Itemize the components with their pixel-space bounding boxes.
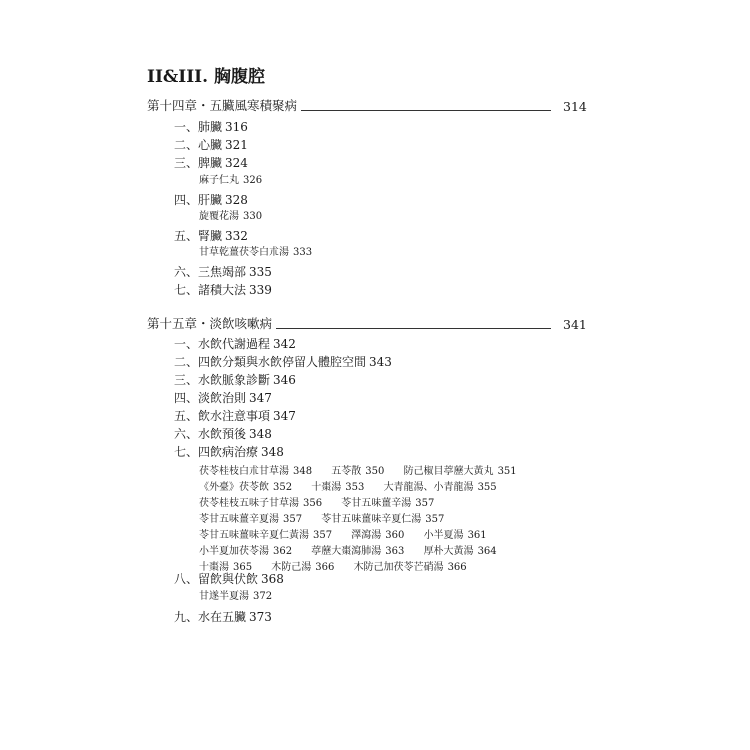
remedy-name: 澤瀉湯 [351,530,382,541]
remedy-name: 苓甘五味薑味辛夏仁黃湯 [199,530,309,541]
remedy-page-number: 326 [243,175,263,186]
section-entry[interactable] [174,136,248,154]
remedy-name: 茯苓桂枝五味子甘草湯 [199,498,299,509]
section-entry[interactable] [174,191,248,209]
chapter-title: 第十五章・淡飲咳嗽病 [147,316,273,331]
remedy-entry[interactable] [199,482,292,493]
remedy-entry[interactable] [384,482,497,493]
section-entry[interactable] [174,227,248,245]
remedy-page-number: 357 [283,514,303,525]
chapter-heading[interactable] [147,314,585,332]
remedy-entry[interactable] [199,210,262,224]
remedy-entry[interactable] [311,482,364,493]
remedy-page-number: 356 [303,498,323,509]
section-page-number: 343 [369,355,392,369]
chapter-heading[interactable] [147,96,585,114]
remedy-name: 小半夏加茯苓湯 [199,546,269,557]
remedy-name: 木防己湯 [271,562,312,573]
section-label: 七、四飲病治療 [174,445,259,459]
section-label: 七、諸積大法 [174,283,247,297]
remedy-entry[interactable] [351,530,404,541]
chapter-page-number: 341 [563,317,587,332]
section-entry[interactable] [174,608,272,626]
remedy-page-number: 351 [497,466,517,477]
remedy-page-number: 355 [477,482,497,493]
section-entry[interactable] [174,263,272,281]
remedy-entry[interactable] [424,546,497,557]
section-page-number: 335 [249,265,272,279]
remedy-entry[interactable] [199,590,272,604]
section-entry[interactable] [174,570,284,588]
remedy-name: 甘草乾薑茯苓白朮湯 [199,247,289,258]
section-label: 一、肺臟 [174,120,223,134]
section-entry[interactable] [174,425,272,443]
remedy-page-number: 363 [385,546,405,557]
section-page-number: 316 [225,120,248,134]
remedy-page-number: 364 [477,546,497,557]
section-page-number: 342 [273,337,296,351]
remedy-page-number: 366 [447,562,467,573]
section-label: 二、四飲分類與水飲停留人體腔空間 [174,355,367,369]
section-label: 五、飲水注意事項 [174,409,271,423]
section-label: 四、肝臟 [174,193,223,207]
remedy-entry[interactable] [424,530,487,541]
leader-rule [276,328,551,329]
section-page-number: 348 [261,445,284,459]
section-page-number: 348 [249,427,272,441]
remedy-name: 麻子仁丸 [199,175,239,186]
remedy-name: 苓甘五味薑辛夏湯 [199,514,279,525]
remedy-name: 小半夏湯 [423,530,464,541]
remedy-page-number: 357 [425,514,445,525]
remedy-entry[interactable] [354,562,467,573]
remedy-entry[interactable] [404,466,517,477]
remedy-page-number: 365 [233,562,253,573]
remedy-page-number: 357 [313,530,333,541]
remedy-entry[interactable] [199,174,262,188]
section-entry[interactable] [174,371,296,389]
leader-rule [301,110,551,111]
remedy-entry[interactable] [311,546,404,557]
section-page-number: 321 [225,138,248,152]
remedy-entry[interactable] [199,498,322,509]
remedy-name: 茯苓桂枝白朮甘草湯 [199,466,289,477]
remedy-entry[interactable] [199,246,312,260]
section-entry[interactable] [174,353,392,371]
remedy-page-number: 372 [253,591,273,602]
remedy-page-number: 366 [315,562,335,573]
remedy-name: 木防己加茯苓芒硝湯 [353,562,444,573]
part-title: II&III. 胸腹腔 [147,67,265,87]
section-label: 三、水飲脈象診斷 [174,373,271,387]
remedy-page-number: 330 [243,211,263,222]
section-label: 八、留飲與伏飲 [174,572,259,586]
remedy-entry[interactable] [331,466,384,477]
remedy-name: 防己椒目葶藶大黃丸 [403,466,494,477]
remedy-entry[interactable] [199,514,302,525]
section-page-number: 328 [225,193,248,207]
remedy-page-number: 362 [273,546,293,557]
section-page-number: 324 [225,156,248,170]
remedy-entry[interactable] [199,546,292,557]
remedy-name: 《外臺》茯苓飲 [199,482,269,493]
remedy-entry[interactable] [321,514,444,525]
remedy-name: 旋覆花湯 [199,211,239,222]
chapter-title: 第十四章・五臟風寒積聚病 [147,98,298,113]
section-page-number: 347 [249,391,272,405]
remedy-page-number: 352 [273,482,293,493]
chapter-page-number: 314 [563,99,587,114]
section-label: 二、心臟 [174,138,223,152]
section-entry[interactable] [174,335,296,353]
section-entry[interactable] [174,118,248,136]
remedy-name: 五苓散 [331,466,362,477]
section-entry[interactable] [174,154,248,172]
section-page-number: 332 [225,229,248,243]
section-entry[interactable] [174,443,284,461]
remedy-name: 十棗湯 [199,562,229,573]
remedy-name: 大青龍湯、小青龍湯 [383,482,474,493]
section-label: 三、脾臟 [174,156,223,170]
remedy-page-number: 348 [293,466,313,477]
remedy-page-number: 361 [467,530,487,541]
section-label: 六、三焦竭部 [174,265,247,279]
section-label: 一、水飲代謝過程 [174,337,271,351]
section-page-number: 373 [249,610,272,624]
section-label: 九、水在五臟 [174,610,247,624]
section-page-number: 346 [273,373,296,387]
remedy-name: 十棗湯 [311,482,342,493]
section-label: 四、淡飲治則 [174,391,247,405]
remedy-entry[interactable] [341,498,434,509]
remedy-page-number: 353 [345,482,365,493]
remedy-entry[interactable] [199,466,312,477]
remedy-page-number: 360 [385,530,405,541]
remedy-page-number: 350 [365,466,385,477]
remedy-name: 厚朴大黃湯 [423,546,474,557]
remedy-page-number: 333 [293,247,313,258]
remedy-name: 苓甘五味薑味辛夏仁湯 [321,514,422,525]
remedy-name: 葶藶大棗瀉肺湯 [311,546,382,557]
section-label: 五、腎臟 [174,229,223,243]
remedy-name: 苓甘五味薑辛湯 [341,498,412,509]
section-page-number: 339 [249,283,272,297]
section-label: 六、水飲預後 [174,427,247,441]
remedy-page-number: 357 [415,498,435,509]
remedy-list [199,464,539,576]
section-entry[interactable] [174,281,272,299]
remedy-entry[interactable] [199,530,332,541]
section-page-number: 347 [273,409,296,423]
remedy-name: 甘遂半夏湯 [199,591,249,602]
section-entry[interactable] [174,407,296,425]
section-entry[interactable] [174,389,272,407]
section-page-number: 368 [261,572,284,586]
